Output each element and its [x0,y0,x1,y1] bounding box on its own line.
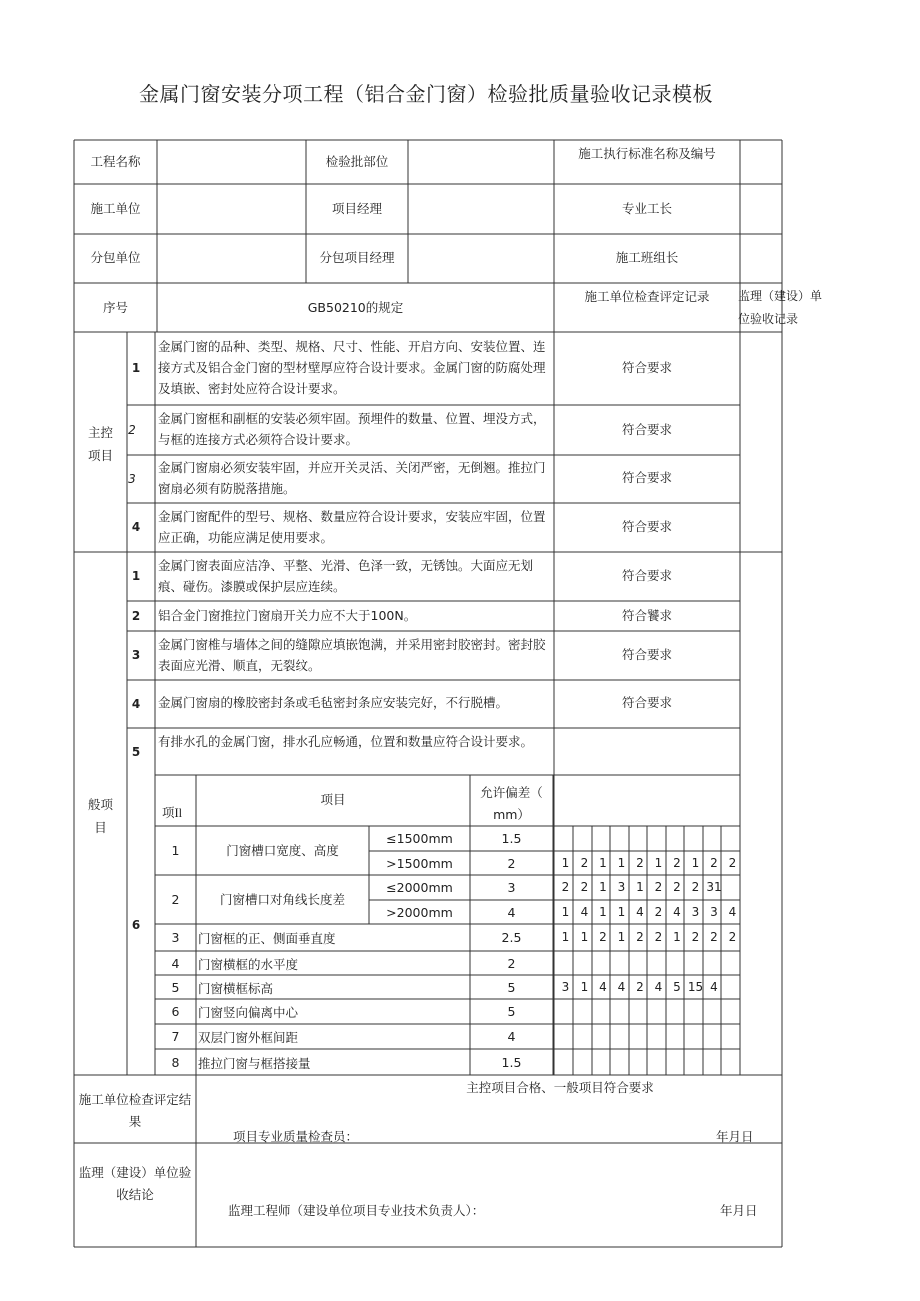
tol-row-no: 3 [171,930,180,945]
tol-row-no: 6 [171,1004,180,1019]
tol-measure-cell: 2 [710,855,718,870]
tol-measure-cell: 2 [691,930,700,944]
main-control-label-1: 主控 [87,425,113,440]
main-item-text: 金属门窗配件的型号、规格、数量应符合设计要求，安装应牢固，位置应正确，功能应满足使用要求。 [158,509,546,545]
tol-row-allow: 4 [507,904,516,920]
col-seq: 序号 [102,300,128,315]
inspector-label: 项目专业质量检查员： [233,1129,359,1144]
tol-measure-cell: 1 [599,904,607,919]
tol-row-name: 门窗槽口宽度、高度 [226,843,339,858]
tol-measure-cell: 2 [654,880,663,894]
tol-measure-cell: 1 [636,880,644,894]
tol-measure-cell: 2 [654,904,663,919]
tol-measure-cell: 1 [580,930,589,944]
tol-row-sub: >2000mm [386,904,453,920]
label-supervision-conclusion: 监理（建设）单位验收结论 [78,1165,192,1202]
tol-measure-cell: 2 [561,880,570,894]
tol-measure-cell: 2 [673,880,681,894]
tol-measure-cell: 31 [706,880,722,894]
main-control-label-2: 项目 [87,448,113,463]
tol-row-name: 门窗槽口对角线长度差 [219,892,345,907]
main-item-no: 4 [131,520,141,534]
general-label-2: 目 [94,820,107,835]
tol-measure-cell: 1 [691,855,700,870]
tol-row-allow: 4 [507,1029,516,1044]
tol-measure-cell: 2 [654,930,663,944]
label-project-manager: 项目经理 [331,201,382,216]
general-item-no: 6 [131,918,141,932]
tol-row-no: 1 [171,843,180,858]
tol-measure-cell: 4 [580,904,589,919]
col-supervision-line2: 位验收记录 [738,312,799,326]
tol-measure-cell: 1 [599,880,607,894]
tol-row-no: 5 [171,979,180,995]
tol-row-allow: 3 [507,880,516,895]
label-construction-result: 施工单位检查评定结果 [78,1092,192,1129]
tol-measure-cell: 2 [636,930,644,944]
tol-measure-cell: 1 [617,855,626,870]
tol-row-allow: 2 [507,855,516,871]
engineer-label: 监理工程师（建设单位项目专业技术负责人）： [228,1203,485,1218]
general-item-result: 符合要求 [621,568,672,583]
general-item-text: 有排水孔的金属门窗，排水孔应畅通，位置和数量应符合设计要求。 [158,734,534,749]
tol-row-name: 门窗竖向偏离中心 [198,1005,299,1020]
tol-header-item: 项目 [320,792,346,807]
tol-measure-cell: 1 [673,930,681,944]
general-item-text: 铝合金门窗推拉门窗扇开关力应不大于100N。 [158,608,417,623]
tol-measure-cell: 3 [691,904,700,919]
tol-measure-cell: 1 [654,855,663,870]
date-1: 年月日 [716,1129,754,1144]
tol-header-allow-2: mm） [493,807,530,822]
general-item-text: 金属门窗扇的橡胶密封条或毛毡密封条应安装完好，不行脱槽。 [158,695,509,710]
tol-measure-cell: 2 [728,855,737,870]
main-item-no: 2 [128,423,136,437]
tol-measure-cell: 1 [561,904,570,919]
col-supervision-line1: 监理（建设）单 [738,289,823,303]
general-item-no: 4 [131,697,141,711]
tol-row-allow: 5 [507,1004,516,1019]
label-batch-location: 检验批部位 [325,154,389,169]
tol-measure-cell: 2 [580,855,589,870]
general-item-result: 符合饕求 [621,608,672,623]
general-item-text: 金属门窗椎与墙体之间的缝隙应填嵌饱满，并采用密封胶密封。密封胶表面应光滑、顺直，无裂纹。 [158,637,546,673]
tol-row-allow: 5 [507,979,516,995]
general-label-1: 般项 [87,797,113,812]
main-item-result: 符合要求 [621,519,672,534]
label-standard: 施工执行标准名称及编号 [578,146,716,161]
tol-measure-cell: 3 [617,880,626,894]
document-title: 金属门窗安装分项工程（铝合金门窗）检验批质量验收记录模板 [139,82,713,106]
tol-row-allow: 2.5 [501,930,522,945]
general-item-result: 符合要求 [621,695,672,710]
general-item-no: 5 [131,745,141,759]
tol-measure-cell: 2 [636,979,644,994]
tol-row-allow: 2 [507,955,516,971]
main-item-no: 3 [128,472,136,486]
label-construction-unit: 施工单位 [90,201,141,216]
tol-row-no: 7 [171,1029,180,1044]
label-specialist-foreman: 专业工长 [621,201,672,216]
general-item-result: 符合要求 [621,647,672,662]
tol-row-name: 门窗横框的水平度 [198,956,299,972]
tol-measure-cell: 1 [580,979,589,994]
tol-measure-cell: 2 [580,880,589,894]
tol-row-name: 推拉门窗与框搭接量 [198,1055,311,1071]
tol-measure-cell: 1 [561,855,570,870]
tol-row-sub: ≤1500mm [386,831,453,846]
tol-measure-cell: 2 [636,855,644,870]
tol-measure-cell: 4 [599,979,607,994]
tol-measure-cell: 1 [599,855,607,870]
tol-measure-cell: 2 [691,880,700,894]
label-project-name: 工程名称 [90,154,141,169]
date-2: 年月日 [720,1203,758,1218]
tol-measure-cell: 2 [599,930,607,944]
tol-measure-cell: 1 [617,930,626,944]
tol-header-item-no: 项Il [162,806,183,820]
tol-row-no: 2 [171,892,180,907]
construction-result: 主控项目合格、一般项目符合要求 [466,1080,654,1095]
main-item-no: 1 [131,361,141,375]
tol-measure-cell: 4 [710,979,718,994]
general-item-text: 金属门窗表面应洁净、平整、光滑、色泽一致，无锈蚀。大面应无划痕、碰伤。漆膜或保护层应连续。 [158,558,534,594]
main-item-text: 金属门窗扇必须安装牢固，并应开关灵活、关闭严密，无倒翘。推拉门窗扇必须有防脱落措施。 [158,460,546,496]
col-spec: GB50210的规定 [307,300,404,315]
tol-measure-cell: 3 [561,979,570,994]
tol-measure-cell: 1 [617,904,626,919]
tol-measure-cell: 4 [673,904,681,919]
tol-measure-cell: 4 [617,979,626,994]
tol-row-allow: 1.5 [501,831,522,846]
main-item-result: 符合要求 [621,422,672,437]
tol-header-allow-1: 允许偏差（ [480,785,543,800]
tol-measure-cell: 2 [728,930,737,944]
tol-measure-cell: 2 [673,855,681,870]
tol-row-sub: ≤2000mm [386,880,453,895]
general-item-no: 1 [131,569,141,583]
label-subcontract-unit: 分包单位 [90,250,141,265]
tol-row-sub: >1500mm [386,855,453,871]
tol-row-no: 4 [171,955,180,971]
tol-row-allow: 1.5 [501,1054,522,1070]
tol-measure-cell: 4 [654,979,663,994]
tol-row-no: 8 [171,1054,180,1070]
tol-row-name: 门窗横框标高 [198,980,274,996]
general-item-no: 2 [131,609,141,623]
tol-measure-cell: 2 [710,930,718,944]
label-subcontract-manager: 分包项目经理 [319,250,395,265]
tol-row-name: 门窗框的正、侧面垂直度 [198,931,336,946]
label-team-leader: 施工班组长 [615,250,679,265]
tol-measure-cell: 15 [687,979,704,994]
tol-measure-cell: 5 [673,979,681,994]
tol-measure-cell: 4 [728,904,737,919]
tol-measure-cell: 4 [636,904,644,919]
main-item-result: 符合要求 [621,360,672,375]
general-item-no: 3 [131,648,141,662]
tol-row-name: 双层门窗外框间距 [198,1030,299,1045]
main-item-text: 金属门窗框和副框的安装必须牢固。预埋件的数量、位置、埋没方式，与框的连接方式必须符合设计要求。 [158,411,546,447]
tol-measure-cell: 3 [710,904,718,919]
tol-measure-cell: 1 [561,930,570,944]
col-construction-check: 施工单位检查评定记录 [584,289,710,304]
main-item-result: 符合要求 [621,470,672,485]
main-item-text: 金属门窗的品种、类型、规格、尺寸、性能、开启方向、安装位置、连接方式及铝合金门窗的型材壁厚应符合设计要求。金属门窗的防腐处理及填嵌、密封处应符合设计要求。 [158,339,546,396]
